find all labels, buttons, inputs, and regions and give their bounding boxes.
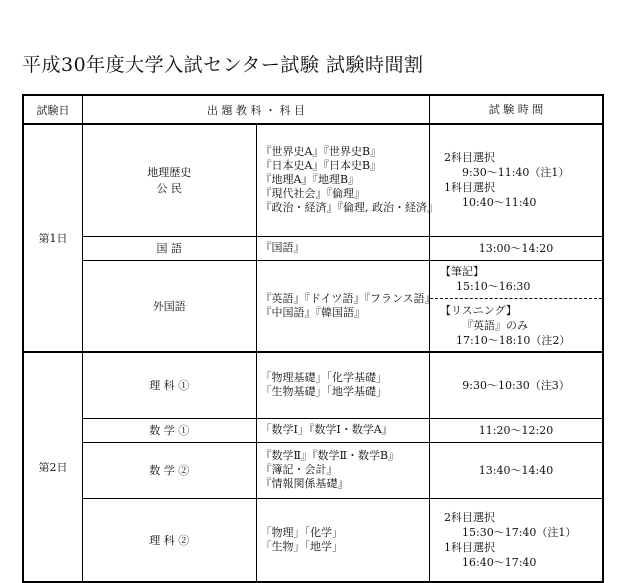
detail-sci1 [256, 352, 430, 418]
detail-line: 「物理基礎」「化学基礎」 [260, 371, 387, 385]
detail-line: 『現代社会』『倫理』 [260, 187, 365, 201]
detail-line: 『中国語』『韓国語』 [260, 305, 365, 319]
detail-math1: 「数学Ⅰ」『数学Ⅰ・数学A』 [256, 418, 430, 442]
time-sci1: 9:30～10:30（注3） [430, 352, 604, 418]
header-time: 試 験 時 間 [430, 95, 604, 124]
table-row [23, 442, 603, 498]
time-line: 10:40～11:40 [462, 196, 537, 210]
subject-kokugo: 国 語 [83, 236, 257, 260]
subject-sci1: 理 科 ① [83, 352, 257, 418]
time-line: 16:40～17:40 [462, 555, 537, 569]
time-math2: 13:40～14:40 [430, 442, 604, 498]
detail-line: 『簿記・会計』 [260, 463, 338, 476]
time-line: 2科目選択 [444, 510, 495, 524]
detail-line: 『日本史A』『日本史B』 [260, 159, 382, 173]
time-line: 9:30～11:40（注1） [462, 166, 570, 180]
time-sci2 [430, 498, 604, 582]
subject-math2: 数 学 ② [83, 442, 257, 498]
written-block [430, 262, 602, 298]
detail-line: 『数学Ⅱ』『数学Ⅱ・数学B』 [260, 449, 400, 462]
detail-line: 『政治・経済』『倫理, 政治・経済』 [260, 201, 438, 215]
listening-time: 17:10～18:10（注2） [456, 333, 571, 347]
header-subject: 出 題 教 科 ・ 科 目 [83, 95, 430, 124]
exam-timetable [22, 94, 604, 583]
subject-geo-line1: 地理歴史 [147, 166, 192, 180]
header-day: 試験日 [23, 95, 83, 124]
time-foreign [430, 260, 604, 352]
detail-line: 『情報関係基礎』 [260, 477, 349, 490]
time-kokugo: 13:00～14:20 [430, 236, 604, 260]
written-label: 【筆記】 [440, 264, 484, 278]
table-row [23, 498, 603, 582]
subject-foreign: 外国語 [83, 260, 257, 352]
detail-line: 『世界史A』『世界史B』 [260, 145, 382, 159]
detail-line: 「生物基礎」「地学基礎」 [260, 385, 387, 399]
listening-block [430, 298, 602, 350]
written-time: 15:10～16:30 [456, 279, 531, 293]
time-math1: 11:20～12:20 [430, 418, 604, 442]
table-row [23, 124, 603, 236]
subject-sci2: 理 科 ② [83, 498, 257, 582]
subject-geo-line2: 公 民 [156, 182, 182, 196]
time-line: 2科目選択 [444, 151, 495, 165]
detail-math2 [256, 442, 430, 498]
time-line: 1科目選択 [444, 181, 495, 195]
detail-line: 「物理」「化学」 [260, 525, 343, 539]
detail-geo [256, 124, 438, 236]
detail-line: 「生物」「地学」 [260, 539, 343, 553]
detail-kokugo: 『国語』 [256, 236, 430, 260]
listening-note: 『英語』のみ [462, 318, 528, 332]
detail-foreign [256, 260, 436, 352]
table-row [23, 418, 603, 442]
subject-geo [83, 124, 257, 236]
table-row [23, 260, 603, 352]
page-title: 平成30年度大学入試センター試験 試験時間割 [22, 54, 424, 76]
listening-label: 【リスニング】 [440, 303, 517, 317]
header-row [23, 95, 603, 124]
table-row [23, 236, 603, 260]
time-geo [430, 124, 604, 236]
detail-line: 『地理A』『地理B』 [260, 173, 360, 187]
time-line: 15:30～17:40（注1） [462, 525, 577, 539]
day2-label: 第2日 [23, 352, 83, 582]
subject-math1: 数 学 ① [83, 418, 257, 442]
day1-label: 第1日 [23, 124, 83, 352]
time-line: 1科目選択 [444, 540, 495, 554]
detail-sci2 [256, 498, 430, 582]
detail-line: 『英語』『ドイツ語』『フランス語』 [260, 291, 436, 305]
table-row [23, 352, 603, 418]
